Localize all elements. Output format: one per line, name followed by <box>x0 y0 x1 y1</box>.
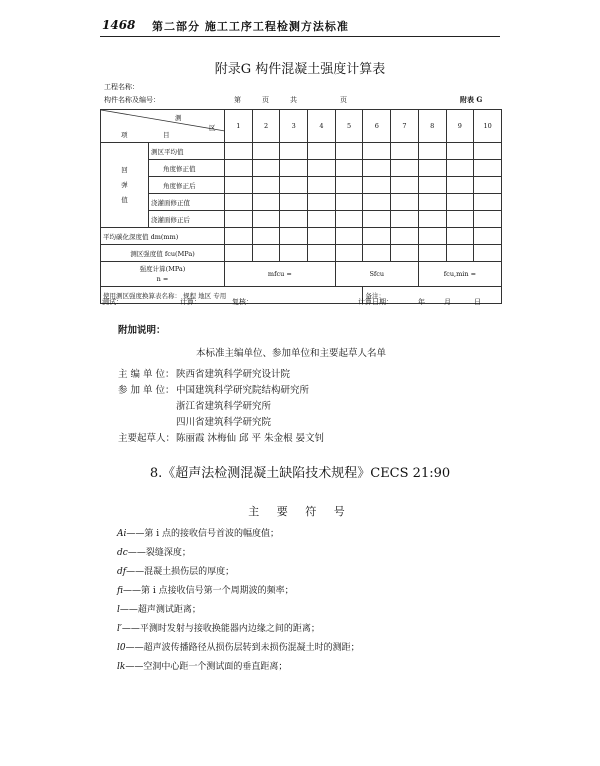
symbol-item <box>117 526 279 539</box>
header-rule <box>100 36 500 37</box>
diag-right-label: 区 <box>209 124 216 132</box>
row-label: 浇灌面修正后 <box>149 211 225 228</box>
symbol-item <box>117 564 234 577</box>
symbol: l0 <box>117 643 126 653</box>
checker-label: 复核： <box>232 298 253 306</box>
page-unit: 页 <box>262 96 269 104</box>
day-label: 日 <box>474 298 481 306</box>
symbol-desc: ——空洞中心距一个测试面的垂直距离； <box>125 662 288 672</box>
section-heading: 8.《超声法检测混凝土缺陷技术规程》CECS 21:90 <box>149 466 451 481</box>
symbol-item <box>117 659 287 672</box>
symbol-item <box>117 621 320 634</box>
page-number: 1468 <box>102 18 136 32</box>
tester-label: 测试： <box>102 298 123 306</box>
symbol: dc <box>117 548 128 558</box>
row-label: 角度修正值 <box>149 160 225 177</box>
diagonal-header-cell <box>101 110 225 143</box>
participant-unit: 浙江省建筑科学研究所 <box>176 401 272 412</box>
symbol: l <box>117 605 120 615</box>
page-label: 第 <box>234 96 241 104</box>
symbol-item <box>117 545 191 558</box>
appendix-tag: 附表 G <box>460 95 483 104</box>
symbol-item <box>117 583 294 596</box>
table-row <box>101 143 502 160</box>
symbol-item <box>117 602 201 615</box>
participant-unit: 中国建筑科学研究院结构研究所 <box>176 385 310 396</box>
strength-calc-label <box>101 262 225 287</box>
diag-item-label: 项 <box>121 131 128 139</box>
row-label: 测区平均值 <box>149 143 225 160</box>
symbol: df <box>117 567 127 577</box>
table-row <box>101 245 502 262</box>
table-row <box>101 177 502 194</box>
chief-unit: 陕西省建筑科学研究设计院 <box>176 369 291 380</box>
zone-header: 4 <box>308 110 336 143</box>
notes-title: 附加说明： <box>118 325 166 336</box>
strength-table <box>100 109 502 304</box>
zone-header: 8 <box>418 110 446 143</box>
total-label: 共 <box>290 96 297 104</box>
symbol-desc: ——第 i 点接收信号第一个周期波的频率； <box>123 586 294 596</box>
group-char: 回 <box>121 165 128 174</box>
symbols-title: 主 要 符 号 <box>248 505 352 518</box>
rebound-group-label <box>101 143 149 228</box>
running-title: 第二部分 施工工序工程检测方法标准 <box>152 20 349 33</box>
participants-label: 参 加 单 位： <box>118 385 175 396</box>
row-label: 角度修正后 <box>149 177 225 194</box>
calculator-label: 计算： <box>180 298 201 306</box>
table-row <box>101 160 502 177</box>
total-unit: 页 <box>340 96 347 104</box>
std-dev-cell: Sfcu <box>335 262 418 287</box>
mean-strength-cell: mfcu = <box>225 262 336 287</box>
table-row <box>101 211 502 228</box>
carbonation-label: 平均碳化深度值 dm(mm) <box>101 228 225 245</box>
group-char: 值 <box>121 195 128 204</box>
appendix-title: 附录G 构件混凝土强度计算表 <box>214 62 386 77</box>
chief-unit-label: 主 编 单 位： <box>118 369 175 380</box>
symbol: l′ <box>117 624 122 634</box>
symbol-desc: ——超声测试距离； <box>119 605 201 615</box>
notes-subtitle: 本标准主编单位、参加单位和主要起草人名单 <box>196 348 387 359</box>
zone-header: 1 <box>225 110 253 143</box>
drafters-label: 主要起草人： <box>118 433 176 444</box>
zone-header: 5 <box>335 110 363 143</box>
zone-header: 7 <box>391 110 419 143</box>
table-row <box>101 228 502 245</box>
zone-header: 10 <box>474 110 502 143</box>
table-header-row <box>101 110 502 143</box>
calc-label-2: n = <box>156 275 169 283</box>
month-label: 月 <box>444 298 451 306</box>
table-row <box>101 287 502 304</box>
member-name-label: 构件名称及编号： <box>104 96 160 104</box>
table-row <box>101 194 502 211</box>
row-label: 浇灌面修正值 <box>149 194 225 211</box>
calc-label-1: 强度计算(MPa) <box>139 265 186 273</box>
diag-top-label: 测 <box>175 114 182 122</box>
symbol-item <box>117 640 360 653</box>
symbol-desc: ——混凝土损伤层的厚度； <box>126 567 235 577</box>
symbol: Ai <box>117 529 127 539</box>
zone-header: 2 <box>252 110 280 143</box>
symbol-desc: ——超声波传播路径从损伤层转到未损伤混凝土时的测距； <box>125 643 360 653</box>
group-char: 弹 <box>121 180 128 189</box>
participant-unit: 四川省建筑科学研究院 <box>176 417 272 428</box>
calc-date-label: 计算日期： <box>358 298 393 306</box>
symbol-desc: ——平测时发射与接收换能器内边缘之间的距离； <box>121 624 320 634</box>
symbol-desc: ——第 i 点的接收信号首波的幅度值； <box>126 529 279 539</box>
min-strength-cell: fcu,min = <box>418 262 501 287</box>
curve-table-name: 使用测区强度换算表名称： 规程 地区 专用 <box>101 287 363 304</box>
symbol: lk <box>117 662 126 672</box>
project-name-label: 工程名称： <box>104 83 139 91</box>
symbol: fi <box>117 586 124 596</box>
zone-header: 6 <box>363 110 391 143</box>
table-row <box>101 262 502 287</box>
symbol-desc: ——裂缝深度； <box>127 548 191 558</box>
diag-mid-label: 目 <box>163 131 170 139</box>
zone-strength-label: 测区强度值 fcu(MPa) <box>101 245 225 262</box>
year-label: 年 <box>418 298 425 306</box>
zone-header: 3 <box>280 110 308 143</box>
zone-header: 9 <box>446 110 474 143</box>
drafters: 陈丽霞 沐梅仙 邱 平 朱金根 晏文钊 <box>176 433 325 444</box>
remark-cell: 备注： <box>363 287 502 304</box>
